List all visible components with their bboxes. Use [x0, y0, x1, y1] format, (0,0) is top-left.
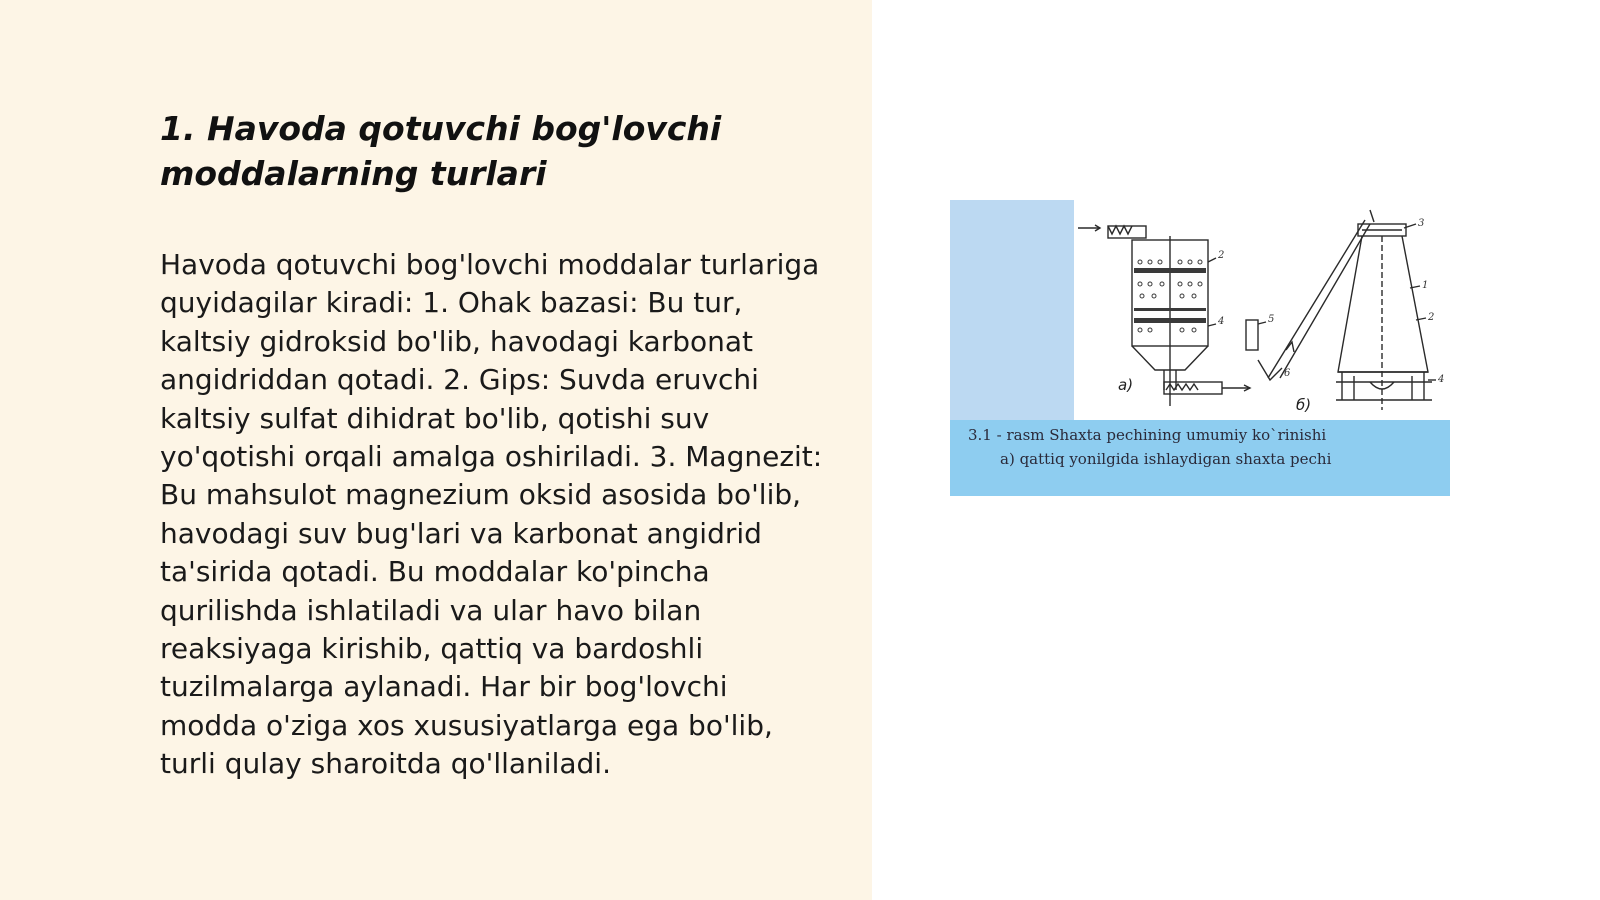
callout-2b: 2 [1428, 312, 1435, 323]
callout-6: 6 [1284, 368, 1291, 379]
callout-4: 4 [1218, 316, 1225, 327]
figure-caption-line-1: 3.1 - rasm Shaxta pechining umumiy ko`rinishi [968, 426, 1327, 444]
label-a: a) [1118, 376, 1134, 394]
figure-caption-line-2: a) qattiq yonilgida ishlaydigan shaxta pechi [1000, 450, 1332, 468]
slide-body: Havoda qotuvchi bog'lovchi moddalar turlariga quyidagilar kiradi: 1. Ohak bazasi: Bu tur, kaltsiy gidroksid bo'lib, havodagi karbonat angidriddan qotadi. 2. Gips: Suvda eruvchi kaltsiy sulfat dihidrat bo'lib, qotishi suv yo'qotishi orqali amalga oshiriladi. 3. Magnezit: Bu mahsulot magnezium oksid asosida bo'lib, havodagi suv bug'lari va karbonat angidrid ta'sirida qotadi. Bu moddalar ko'pincha qurilishda ishlatiladi va ular havo bilan reaksiyaga kirishib, qattiq va bardoshli tuzilmalarga aylanadi. Har bir bog'lovchi modda o'ziga xos xususiyatlarga ega bo'lib, turli qulay sharoitda qo'llaniladi. [160, 248, 823, 781]
slide-title: 1. Havoda qotuvchi bog'lovchi moddalarning turlari [160, 109, 722, 193]
callout-5: 5 [1268, 314, 1275, 325]
callout-4b: 4 [1438, 374, 1445, 385]
shaft-kiln-figure [950, 200, 1450, 496]
callout-3: 3 [1418, 218, 1425, 229]
callout-2: 2 [1218, 250, 1225, 261]
callout-1: 1 [1422, 280, 1429, 291]
label-b: б) [1296, 396, 1312, 414]
